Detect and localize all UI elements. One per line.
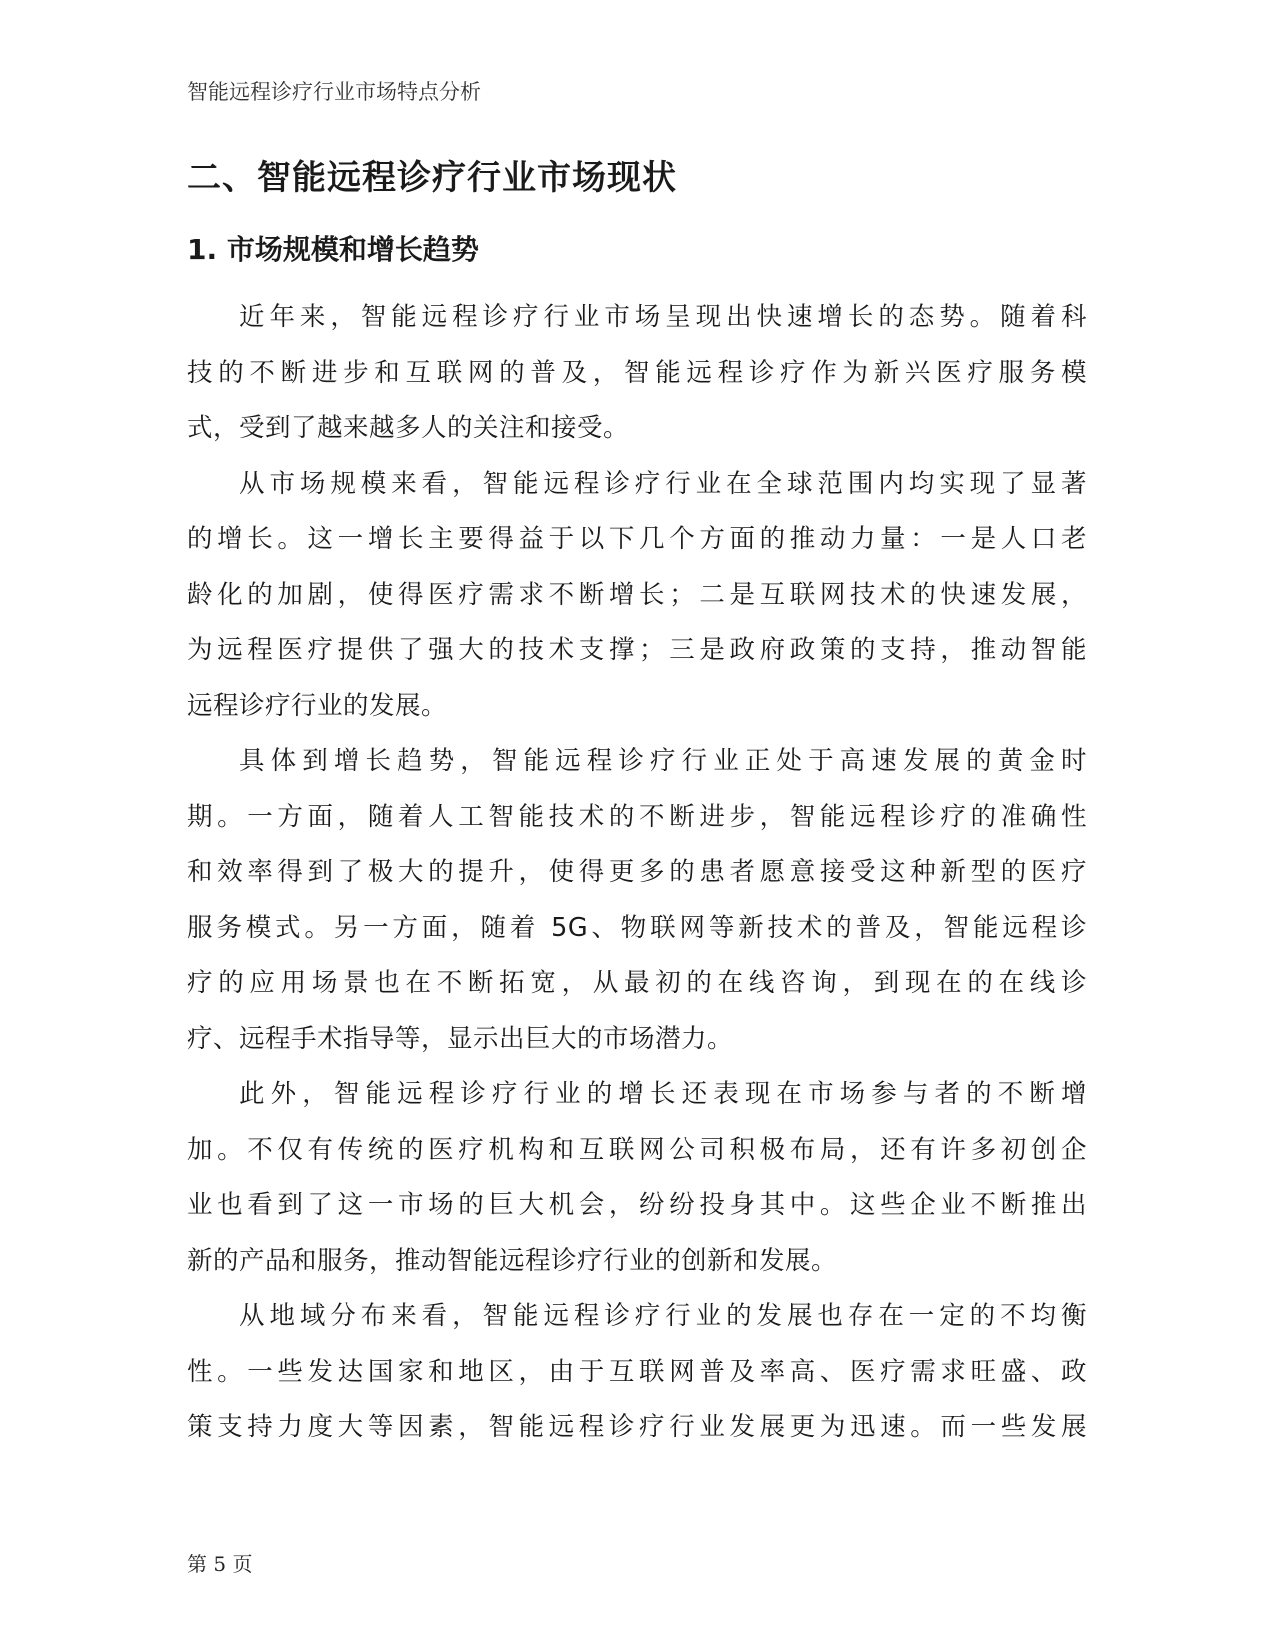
- text-line: 服务模式。另一方面，随着 5G、物联网等新技术的普及，智能远程诊: [187, 912, 1087, 943]
- text-line: 业也看到了这一市场的巨大机会，纷纷投身其中。这些企业不断推出: [187, 1190, 1087, 1220]
- text-line: 近年来，智能远程诊疗行业市场呈现出快速增长的态势。随着科: [239, 302, 1087, 332]
- text-line: 技的不断进步和互联网的普及，智能远程诊疗作为新兴医疗服务模: [187, 357, 1087, 388]
- text-line: 新的产品和服务，推动智能远程诊疗行业的创新和发展。: [187, 1245, 838, 1276]
- page-number: 第 5 页: [187, 1552, 253, 1576]
- text-line: 从市场规模来看，智能远程诊疗行业在全球范围内均实现了显著: [239, 468, 1087, 499]
- text-line: 和效率得到了极大的提升，使得更多的患者愿意接受这种新型的医疗: [187, 857, 1087, 887]
- text-line: 此外，智能远程诊疗行业的增长还表现在市场参与者的不断增: [239, 1079, 1087, 1109]
- text-line: 从地域分布来看，智能远程诊疗行业的发展也存在一定的不均衡: [239, 1301, 1087, 1331]
- text-line: 疗、远程手术指导等，显示出巨大的市场潜力。: [187, 1023, 734, 1054]
- text-line: 加。不仅有传统的医疗机构和互联网公司积极布局，还有许多初创企: [187, 1134, 1087, 1165]
- text-line: 性。一些发达国家和地区，由于互联网普及率高、医疗需求旺盛、政: [187, 1356, 1087, 1387]
- text-line: 的增长。这一增长主要得益于以下几个方面的推动力量：一是人口老: [187, 524, 1087, 554]
- section-title: 二、智能远程诊疗行业市场现状: [187, 158, 677, 198]
- text-line: 策支持力度大等因素，智能远程诊疗行业发展更为迅速。而一些发展: [187, 1412, 1087, 1442]
- body-text: [187, 290, 1087, 1456]
- text-line: 远程诊疗行业的发展。: [187, 690, 448, 721]
- text-line: 期。一方面，随着人工智能技术的不断进步，智能远程诊疗的准确性: [187, 801, 1087, 832]
- text-line: 为远程医疗提供了强大的技术支撑；三是政府政策的支持，推动智能: [187, 635, 1087, 665]
- text-line: 具体到增长趋势，智能远程诊疗行业正处于高速发展的黄金时: [239, 746, 1087, 776]
- text-line: 龄化的加剧，使得医疗需求不断增长；二是互联网技术的快速发展，: [187, 579, 1087, 610]
- text-line: 疗的应用场景也在不断拓宽，从最初的在线咨询，到现在的在线诊: [187, 968, 1087, 998]
- text-line: 式，受到了越来越多人的关注和接受。: [187, 413, 630, 443]
- running-header: 智能远程诊疗行业市场特点分析: [187, 80, 481, 104]
- subsection-title: 1. 市场规模和增长趋势: [187, 233, 479, 266]
